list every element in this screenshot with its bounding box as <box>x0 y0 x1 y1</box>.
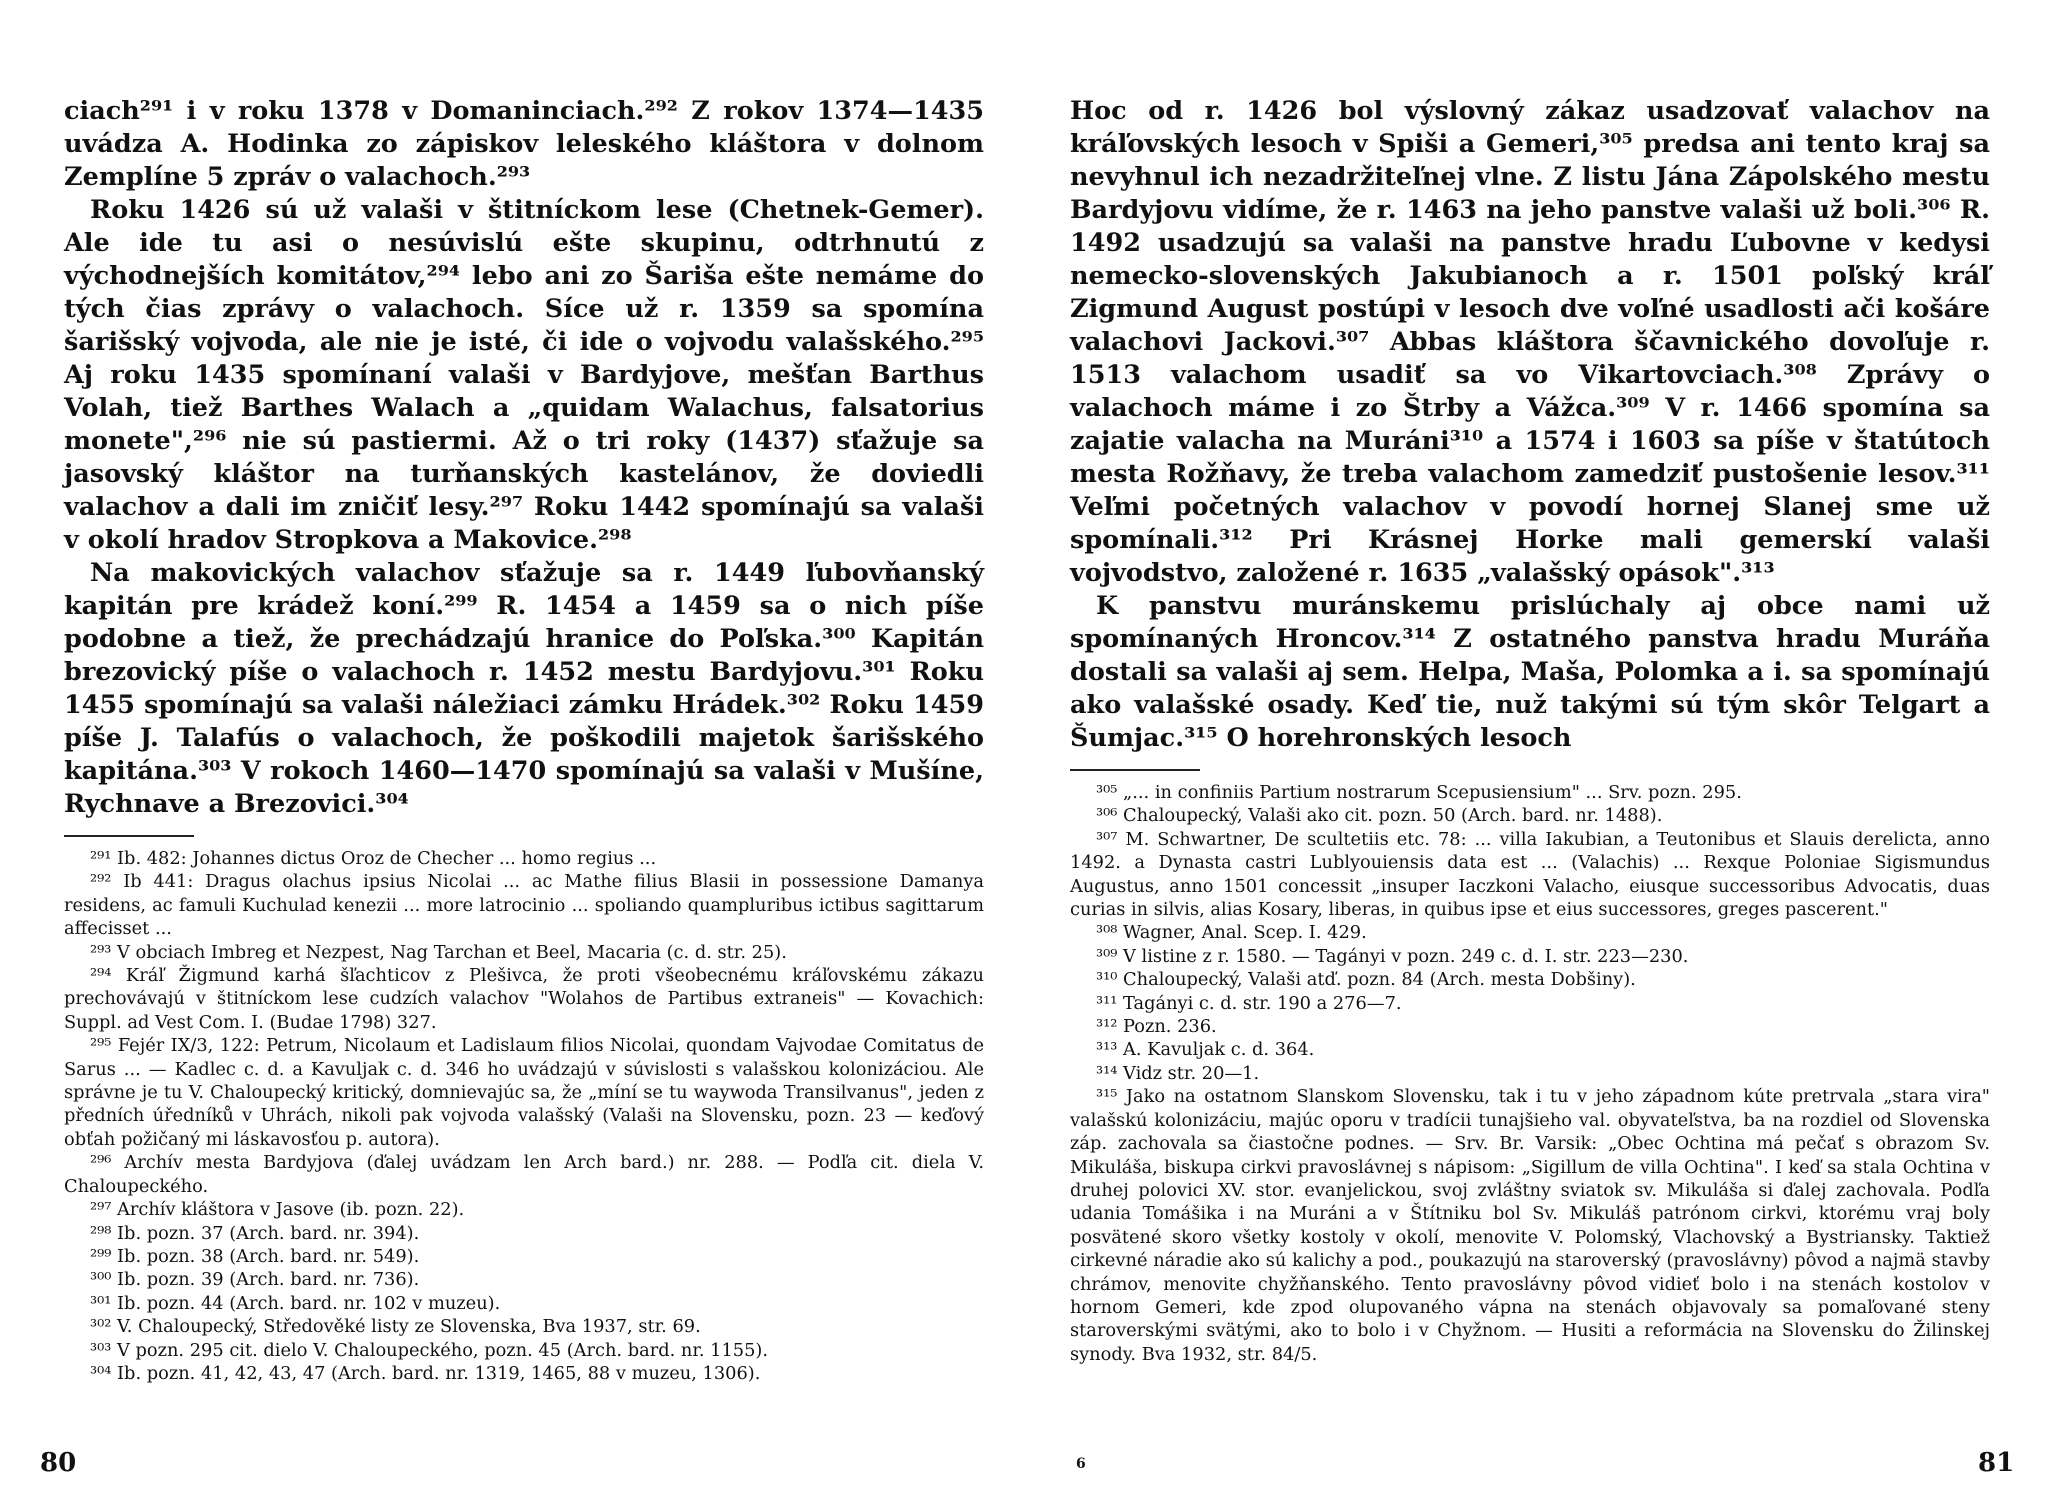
page-number-right: 81 <box>1978 1448 2015 1478</box>
body-paragraph: Hoc od r. 1426 bol výslovný zákaz usadzovať valachov na kráľovských lesoch v Spiši a Gemeri,³⁰⁵ predsa ani tento kraj sa nevyhnul ich nezadržiteľnej vlne. Z listu Jána Zápolského mestu Bardyjovu vidíme, že r. 1463 na jeho panstve valaši už boli.³⁰⁶ R. 1492 usadzujú sa valaši na panstve hradu Ľubovne v kedysi nemecko-slovenských Jakubianoch a r. 1501 poľský kráľ Zigmund August postúpi v lesoch dve voľné usadlosti ači košáre valachovi Jackovi.³⁰⁷ Abbas kláštora ščavnického dovoľuje r. 1513 valachom usadiť sa vo Vikartovciach.³⁰⁸ Zprávy o valachoch máme i zo Štrby a Vážca.³⁰⁹ V r. 1466 spomína sa zajatie valacha na Muráni³¹⁰ a 1574 i 1603 sa píše v štatútoch mesta Rožňavy, že treba valachom zamedziť pustošenie lesov.³¹¹ Veľmi početných valachov v povodí hornej Slanej sme už spomínali.³¹² Pri Krásnej Horke mali gemerskí valaši vojvodstvo, založené r. 1635 „valašský opások".³¹³ <box>1070 96 1990 588</box>
left-page <box>64 95 984 1385</box>
footnote: ³¹² Pozn. 236. <box>1096 1016 1217 1038</box>
footnote: ³⁰² V. Chaloupecký, Středověké listy ze Slovenska, Bva 1937, str. 69. <box>90 1316 701 1338</box>
footnote: ³¹¹ Tagányi c. d. str. 190 a 276—7. <box>1096 992 1402 1014</box>
footnote-separator <box>64 835 194 837</box>
footnote: ³⁰⁷ M. Schwartner, De scultetiis etc. 78: ... villa Iakubian, a Teutonibus et Slauis derelicta, anno 1492. a Dynasta castri Lublyouiensis data est ... (Valachis) ... Rexque Poloniae Sigismundus Augustus, anno 1501 concessit „insuper Iaczkoni Valacho, eiusque successoribus Advocatis, duas curias in silvis, alias Kosary, liberas, in quibus ipse et eius successores, greges pascerent." <box>1070 828 1990 921</box>
footnote: ²⁹² Ib 441: Dragus olachus ipsius Nicolai ... ac Mathe filius Blasii in possessione Damanya residens, ac famuli Kuchulad kenezii ... more latrocinio ... spoliando quampluribus ictibus sagittarum affecisset ... <box>64 871 984 940</box>
footnote: ³¹³ A. Kavuljak c. d. 364. <box>1096 1039 1315 1061</box>
footnote: ²⁹³ V obciach Imbreg et Nezpest, Nag Tarchan et Beel, Macaria (c. d. str. 25). <box>90 941 787 963</box>
footnote: ³⁰⁴ Ib. pozn. 41, 42, 43, 47 (Arch. bard. nr. 1319, 1465, 88 v muzeu, 1306). <box>90 1362 761 1384</box>
page-number-left: 80 <box>40 1448 77 1478</box>
left-body-text <box>64 95 984 821</box>
footnote: ²⁹⁷ Archív kláštora v Jasove (ib. pozn. 22). <box>90 1199 465 1221</box>
printer-signature-mark: 6 <box>1076 1456 1086 1472</box>
body-paragraph: ciach²⁹¹ i v roku 1378 v Domaninciach.²⁹² Z rokov 1374—1435 uvádza A. Hodinka zo zápiskov leleského kláštora v dolnom Zemplíne 5 zpráv o valachoch.²⁹³ <box>64 96 984 192</box>
footnote: ³⁰⁸ Wagner, Anal. Scep. I. 429. <box>1096 922 1367 944</box>
body-paragraph: Roku 1426 sú už valaši v štitníckom lese (Chetnek-Gemer). Ale ide tu asi o nesúvislú ešte skupinu, odtrhnutú z východnejších komitátov,²⁹⁴ lebo ani zo Šariša ešte nemáme do tých čias zprávy o valachoch. Síce už r. 1359 sa spomína šarišský vojvoda, ale nie je isté, či ide o vojvodu valašského.²⁹⁵ Aj roku 1435 spomínaní valaši v Bardyjove, mešťan Barthus Volah, tiež Barthes Walach a „quidam Walachus, falsatorius monete",²⁹⁶ nie sú pastiermi. Až o tri roky (1437) sťažuje sa jasovský kláštor na turňanských kastelánov, že doviedli valachov a dali im zničiť lesy.²⁹⁷ Roku 1442 spomínajú sa valaši v okolí hradov Stropkova a Makovice.²⁹⁸ <box>64 195 984 555</box>
footnote: ³¹⁰ Chaloupecký, Valaši atď. pozn. 84 (Arch. mesta Dobšiny). <box>1096 969 1636 991</box>
footnote: ³⁰⁵ „... in confiniis Partium nostrarum Scepusiensium" ... Srv. pozn. 295. <box>1096 782 1742 803</box>
footnote: ²⁹⁵ Fejér IX/3, 122: Petrum, Nicolaum et Ladislaum filios Nicolai, quondam Vajvodae Comitatus de Sarus ... — Kadlec c. d. a Kavuljak c. d. 346 ho uvádzajú v súvislosti s valašskou kolonizáciou. Ale správne je tu V. Chaloupecký kritický, domnievajúc sa, že „míní se tu waywoda Transilvanus", jeden z předních úředníků v Uhrách, nikoli pak vojvoda valašský (Valaši na Slovensku, pozn. 23 — keďový obťah požičaný mi láskavosťou p. autora). <box>64 1035 984 1150</box>
footnote: ³⁰¹ Ib. pozn. 44 (Arch. bard. nr. 102 v muzeu). <box>90 1292 501 1314</box>
body-paragraph: K panstvu muránskemu prislúchaly aj obce nami už spomínaných Hroncov.³¹⁴ Z ostatného panstva hradu Muráňa dostali sa valaši aj sem. Helpa, Maša, Polomka a i. sa spomínajú ako valašské osady. Keď tie, nuž takými sú tým skôr Telgart a Šumjac.³¹⁵ O horehronských lesoch <box>1070 591 1990 753</box>
footnote: ³¹⁵ Jako na ostatnom Slanskom Slovensku, tak i tu v jeho západnom kúte pretrvala „stara vira" valašskú kolonizáciu, majúc oporu v tradícii tunajšieho val. obyvateľstva, ba na rozdiel od Slovenska záp. zachovala sa čiastočne podnes. — Srv. Br. Varsik: „Obec Ochtina má pečať s obrazom Sv. Mikuláša, biskupa cirkvi pravoslávnej s nápisom: „Sigillum de villa Ochtina". I keď sa stala Ochtina v druhej polovici XV. stor. evanjelickou, svoj zvláštny sviatok sv. Mikuláša si ďalej zachovala. Podľa udania Tomášika i na Muráni a v Štítniku bol Sv. Mikuláš patrónom cirkvi, ktorému vraj boly posvätené skoro všetky kostoly v okolí, menovite V. Polomský, Vlachovský a Bystriansky. Taktiež cirkevné náradie ako sú kalichy a pod., poukazujú na staroverský (pravoslávny) pôvod a najmä stavby chrámov, menovite chyžňanského. Tento pravoslávny pôvod vidieť bolo i na stenách kostolov v hornom Gemeri, kde zpod olupovaného vápna na stenách objavovaly sa pomaľované steny staroverskými svätými, ako to bolo i v Chyžnom. — Husiti a reformácia na Slovensku do Žilinskej synody. Bva 1932, str. 84/5. <box>1070 1086 1990 1365</box>
right-footnotes <box>1070 781 1990 1366</box>
left-footnotes <box>64 847 984 1385</box>
footnote: ²⁹⁴ Kráľ Žigmund karhá šľachticov z Plešivca, že proti všeobecnému kráľovskému zákazu prechovávajú v štitníckom lese cudzích valachov "Wolahos de Partibus extraneis" — Kovachich: Suppl. ad Vest Com. I. (Budae 1798) 327. <box>64 965 984 1033</box>
footnote: ²⁹⁶ Archív mesta Bardyjova (ďalej uvádzam len Arch bard.) nr. 288. — Podľa cit. diela V. Chaloupeckého. <box>64 1152 984 1197</box>
footnote: ³⁰⁹ V listine z r. 1580. — Tagányi v pozn. 249 c. d. I. str. 223—230. <box>1096 945 1689 967</box>
right-page <box>1070 95 1990 1366</box>
footnote: ³⁰³ V pozn. 295 cit. dielo V. Chaloupeckého, pozn. 45 (Arch. bard. nr. 1155). <box>90 1339 769 1361</box>
body-paragraph: Na makovických valachov sťažuje sa r. 1449 ľubovňanský kapitán pre krádež koní.²⁹⁹ R. 1454 a 1459 sa o nich píše podobne a tiež, že prechádzajú hranice do Poľska.³⁰⁰ Kapitán brezovický píše o valachoch r. 1452 mestu Bardyjovu.³⁰¹ Roku 1455 spomínajú sa valaši náležiaci zámku Hrádek.³⁰² Roku 1459 píše J. Talafús o valachoch, že poškodili majetok šarišského kapitána.³⁰³ V rokoch 1460—1470 spomínajú sa valaši v Mušíne, Rychnave a Brezovici.³⁰⁴ <box>64 558 984 819</box>
right-body-text <box>1070 95 1990 755</box>
footnote: ³⁰⁰ Ib. pozn. 39 (Arch. bard. nr. 736). <box>90 1269 420 1291</box>
footnote: ²⁹⁹ Ib. pozn. 38 (Arch. bard. nr. 549). <box>90 1245 420 1267</box>
footnote-separator <box>1070 769 1200 771</box>
footnote: ²⁹¹ Ib. 482: Johannes dictus Oroz de Checher ... homo regius ... <box>90 848 657 869</box>
footnote: ³⁰⁶ Chaloupecký, Valaši ako cit. pozn. 50 (Arch. bard. nr. 1488). <box>1096 805 1663 827</box>
footnote: ²⁹⁸ Ib. pozn. 37 (Arch. bard. nr. 394). <box>90 1222 420 1244</box>
footnote: ³¹⁴ Vidz str. 20—1. <box>1096 1062 1260 1084</box>
